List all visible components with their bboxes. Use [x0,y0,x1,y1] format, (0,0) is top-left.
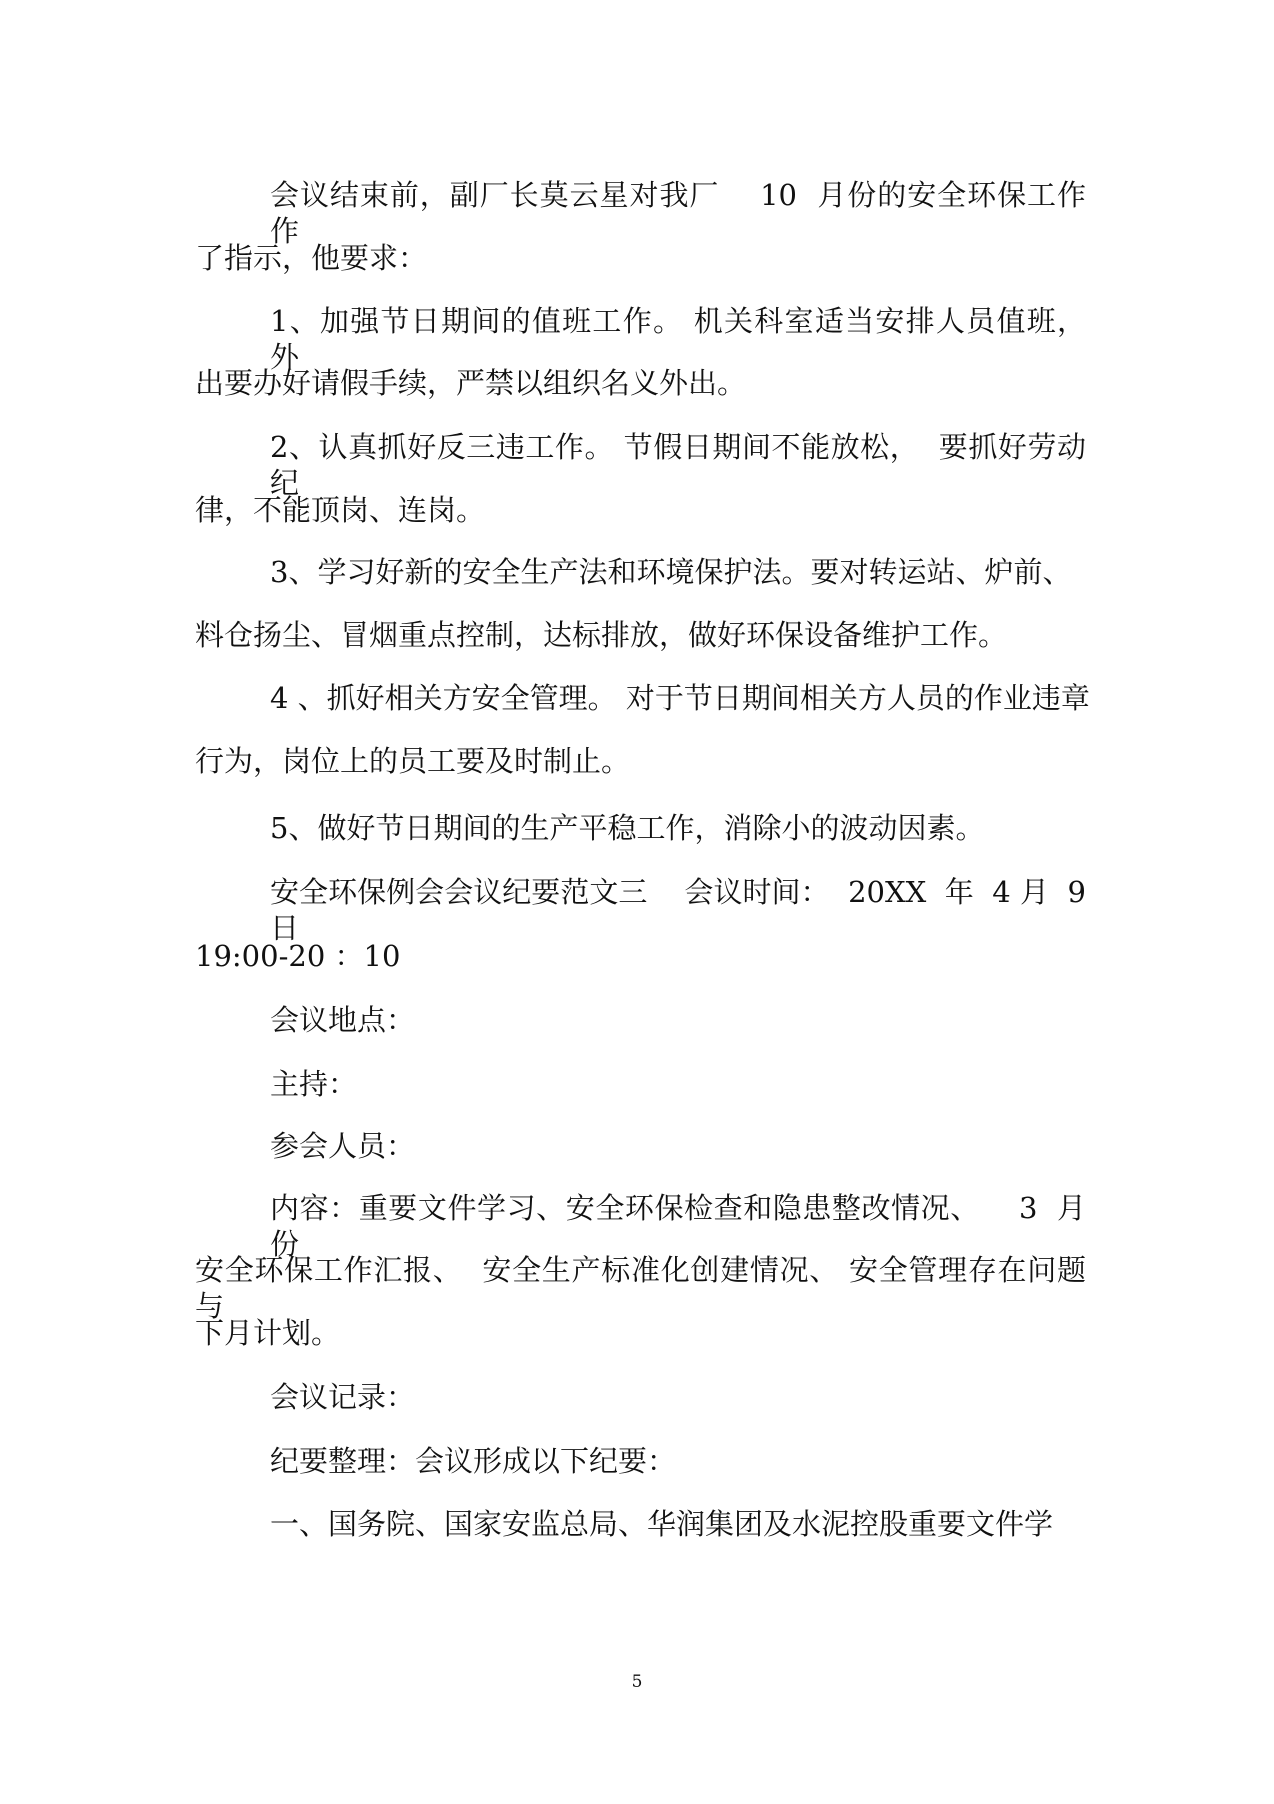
text-line: 安全环保工作汇报、 安全生产标准化创建情况、 安全管理存在问题与 [195,1253,1086,1323]
text-line: 5、做好节日期间的生产平稳工作，消除小的波动因素。 [270,811,985,845]
text-line: 会议地点： [270,1003,416,1037]
text-line: 3、学习好新的安全生产法和环境保护法。要对转运站、炉前、 [270,555,1072,589]
text-line: 会议结束前，副厂长莫云星对我厂 10 月份的安全环保工作作 [270,178,1086,248]
text-line: 参会人员： [270,1129,416,1163]
text-line: 内容：重要文件学习、安全环保检查和隐患整改情况、 3 月份 [270,1191,1086,1261]
text-line: 料仓扬尘、冒烟重点控制，达标排放，做好环保设备维护工作。 [195,618,1008,652]
text-line: 下月计划。 [195,1316,341,1350]
page-number: 5 [631,1672,643,1692]
text-line: 2、认真抓好反三违工作。 节假日期间不能放松， 要抓好劳动纪 [270,430,1086,500]
text-line: 4 、抓好相关方安全管理。 对于节日期间相关方人员的作业违章 [270,681,1090,715]
text-line: 一、国务院、国家安监总局、华润集团及水泥控股重要文件学 [270,1507,1054,1541]
text-line: 主持： [270,1067,358,1101]
text-line: 纪要整理：会议形成以下纪要： [270,1444,677,1478]
text-line: 律，不能顶岗、连岗。 [195,493,486,527]
text-line: 行为，岗位上的员工要及时制止。 [195,744,631,778]
text-line: 会议记录： [270,1380,416,1414]
text-line: 安全环保例会会议纪要范文三 会议时间： 20XX 年 4 月 9 日 [270,875,1105,945]
text-line: 了指示，他要求： [195,241,428,275]
text-line: 1、加强节日期间的值班工作。 机关科室适当安排人员值班， 外 [270,304,1105,374]
text-line: 19:00-20 ：10 [195,939,401,973]
text-line: 出要办好请假手续，严禁以组织名义外出。 [195,366,747,400]
